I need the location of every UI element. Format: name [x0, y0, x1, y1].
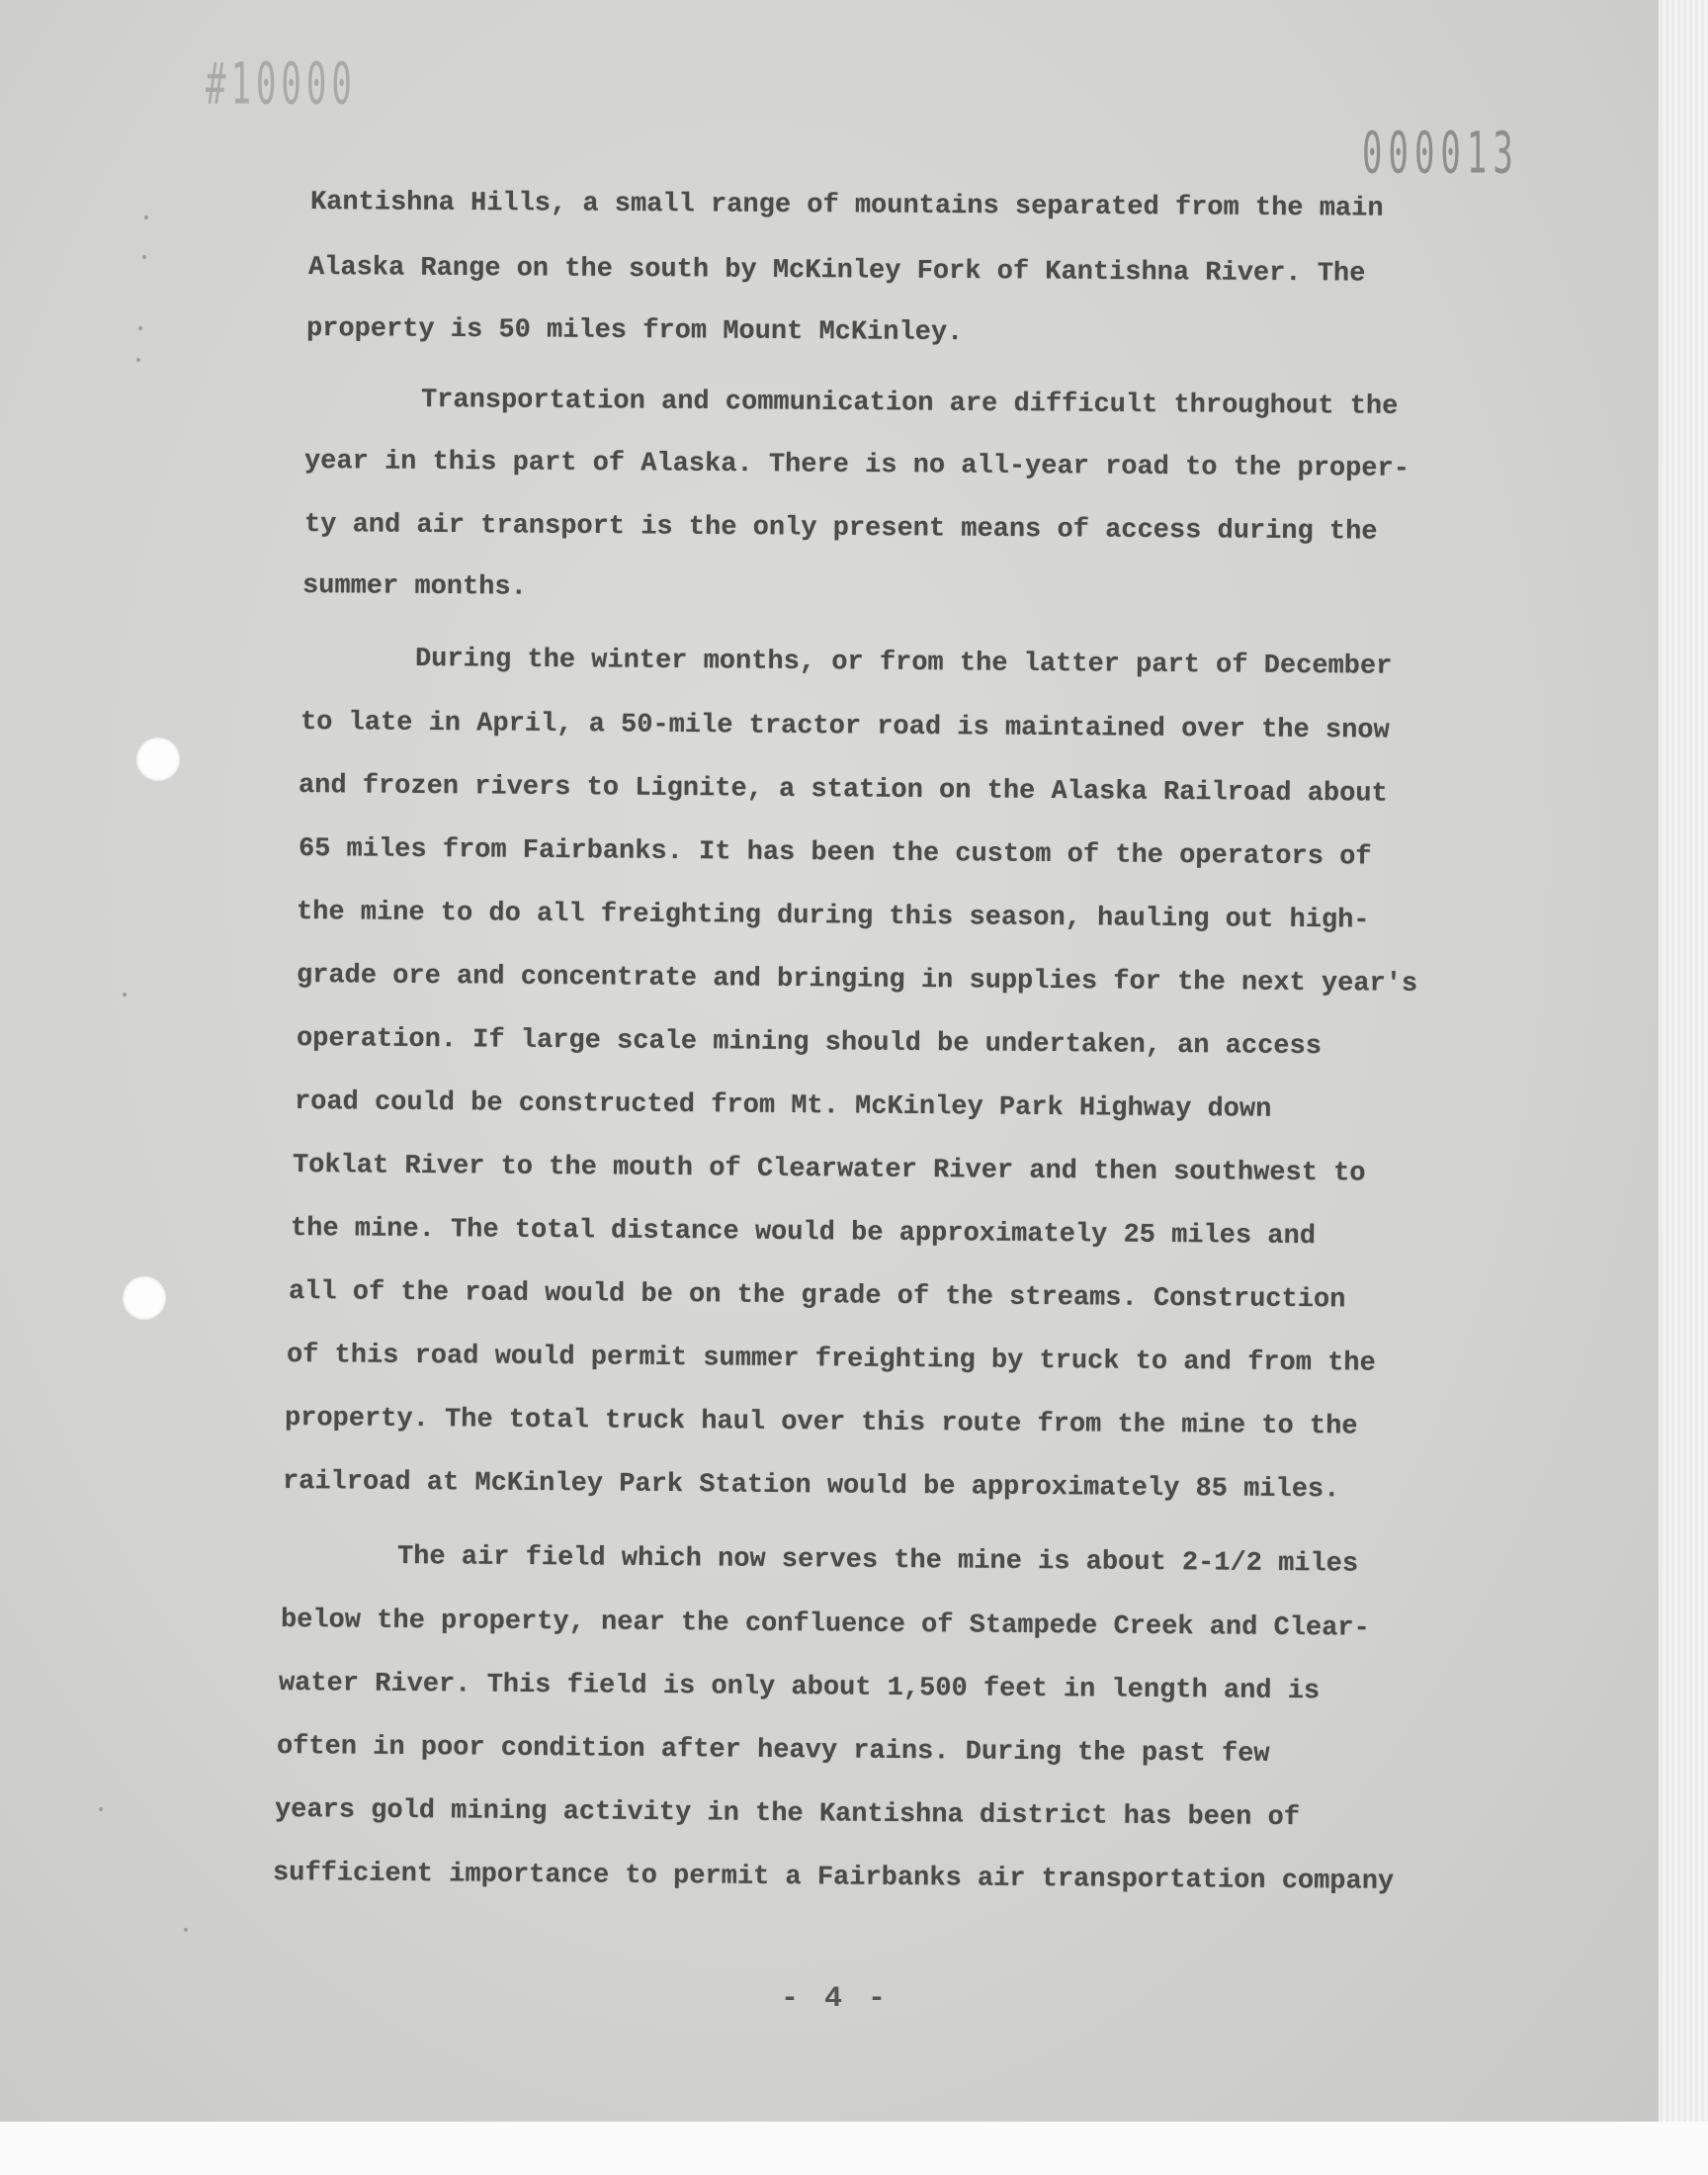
text-line: operation. If large scale mining should be undertaken, an access: [296, 1024, 1323, 1063]
scan-bottom-margin: [0, 2122, 1708, 2175]
scan-page-edge: [1659, 0, 1708, 2175]
text-line: Toklat River to the mouth of Clearwater River and then southwest to: [292, 1151, 1366, 1189]
text-line: year in this part of Alaska. There is no all-year road to the proper-: [303, 447, 1410, 484]
text-line: road could be constructed from Mt. McKinley Park Highway down: [294, 1088, 1272, 1125]
text-line: below the property, near the confluence of Stampede Creek and Clear-: [280, 1606, 1370, 1644]
text-line: Transportation and communication are difficult throughout the: [420, 386, 1399, 422]
text-line: 65 miles from Fairbanks. It has been the custom of the operators of: [298, 834, 1372, 873]
text-line: often in poor condition after heavy rains. During the past few: [276, 1732, 1270, 1770]
text-line: the mine to do all freighting during this season, hauling out high-: [296, 898, 1370, 936]
text-line: ty and air transport is the only present means of access during the: [303, 510, 1378, 548]
text-line: all of the road would be on the grade of the streams. Construction: [288, 1277, 1346, 1316]
text-line: The air field which now serves the mine is about 2-1/2 miles: [396, 1542, 1359, 1580]
page-number: - 4 -: [781, 1982, 891, 2016]
text-line: railroad at McKinley Park Station would be approximately 85 miles.: [282, 1467, 1340, 1506]
document-id-stamp: #10000: [206, 51, 357, 119]
text-line: Kantishna Hills, a small range of mountains separated from the main: [309, 188, 1384, 224]
page-serial-stamp: 000013: [1362, 121, 1519, 188]
text-line: to late in April, a 50-mile tractor road is maintained over the snow: [299, 708, 1390, 746]
text-line: sufficient importance to permit a Fairbanks air transportation company: [272, 1859, 1395, 1897]
text-line: Alaska Range on the south by McKinley Fork of Kantishna River. The: [307, 253, 1366, 290]
text-line: the mine. The total distance would be approximately 25 miles and: [290, 1214, 1317, 1253]
text-line: property is 50 miles from Mount McKinley.: [305, 314, 964, 349]
text-line: property. The total truck haul over this route from the mine to the: [284, 1404, 1358, 1442]
text-line: water River. This field is only about 1,500 feet in length and is: [278, 1669, 1321, 1707]
text-line: grade ore and concentrate and bringing in supplies for the next year's: [296, 961, 1418, 1000]
text-line: years gold mining activity in the Kantishna district has been of: [274, 1795, 1301, 1834]
text-line: of this road would permit summer freighting by truck to and from the: [286, 1341, 1376, 1379]
text-line: summer months.: [301, 571, 527, 603]
text-line: and frozen rivers to Lignite, a station on the Alaska Railroad about: [298, 771, 1388, 810]
text-line: During the winter months, or from the latter part of December: [414, 645, 1393, 682]
